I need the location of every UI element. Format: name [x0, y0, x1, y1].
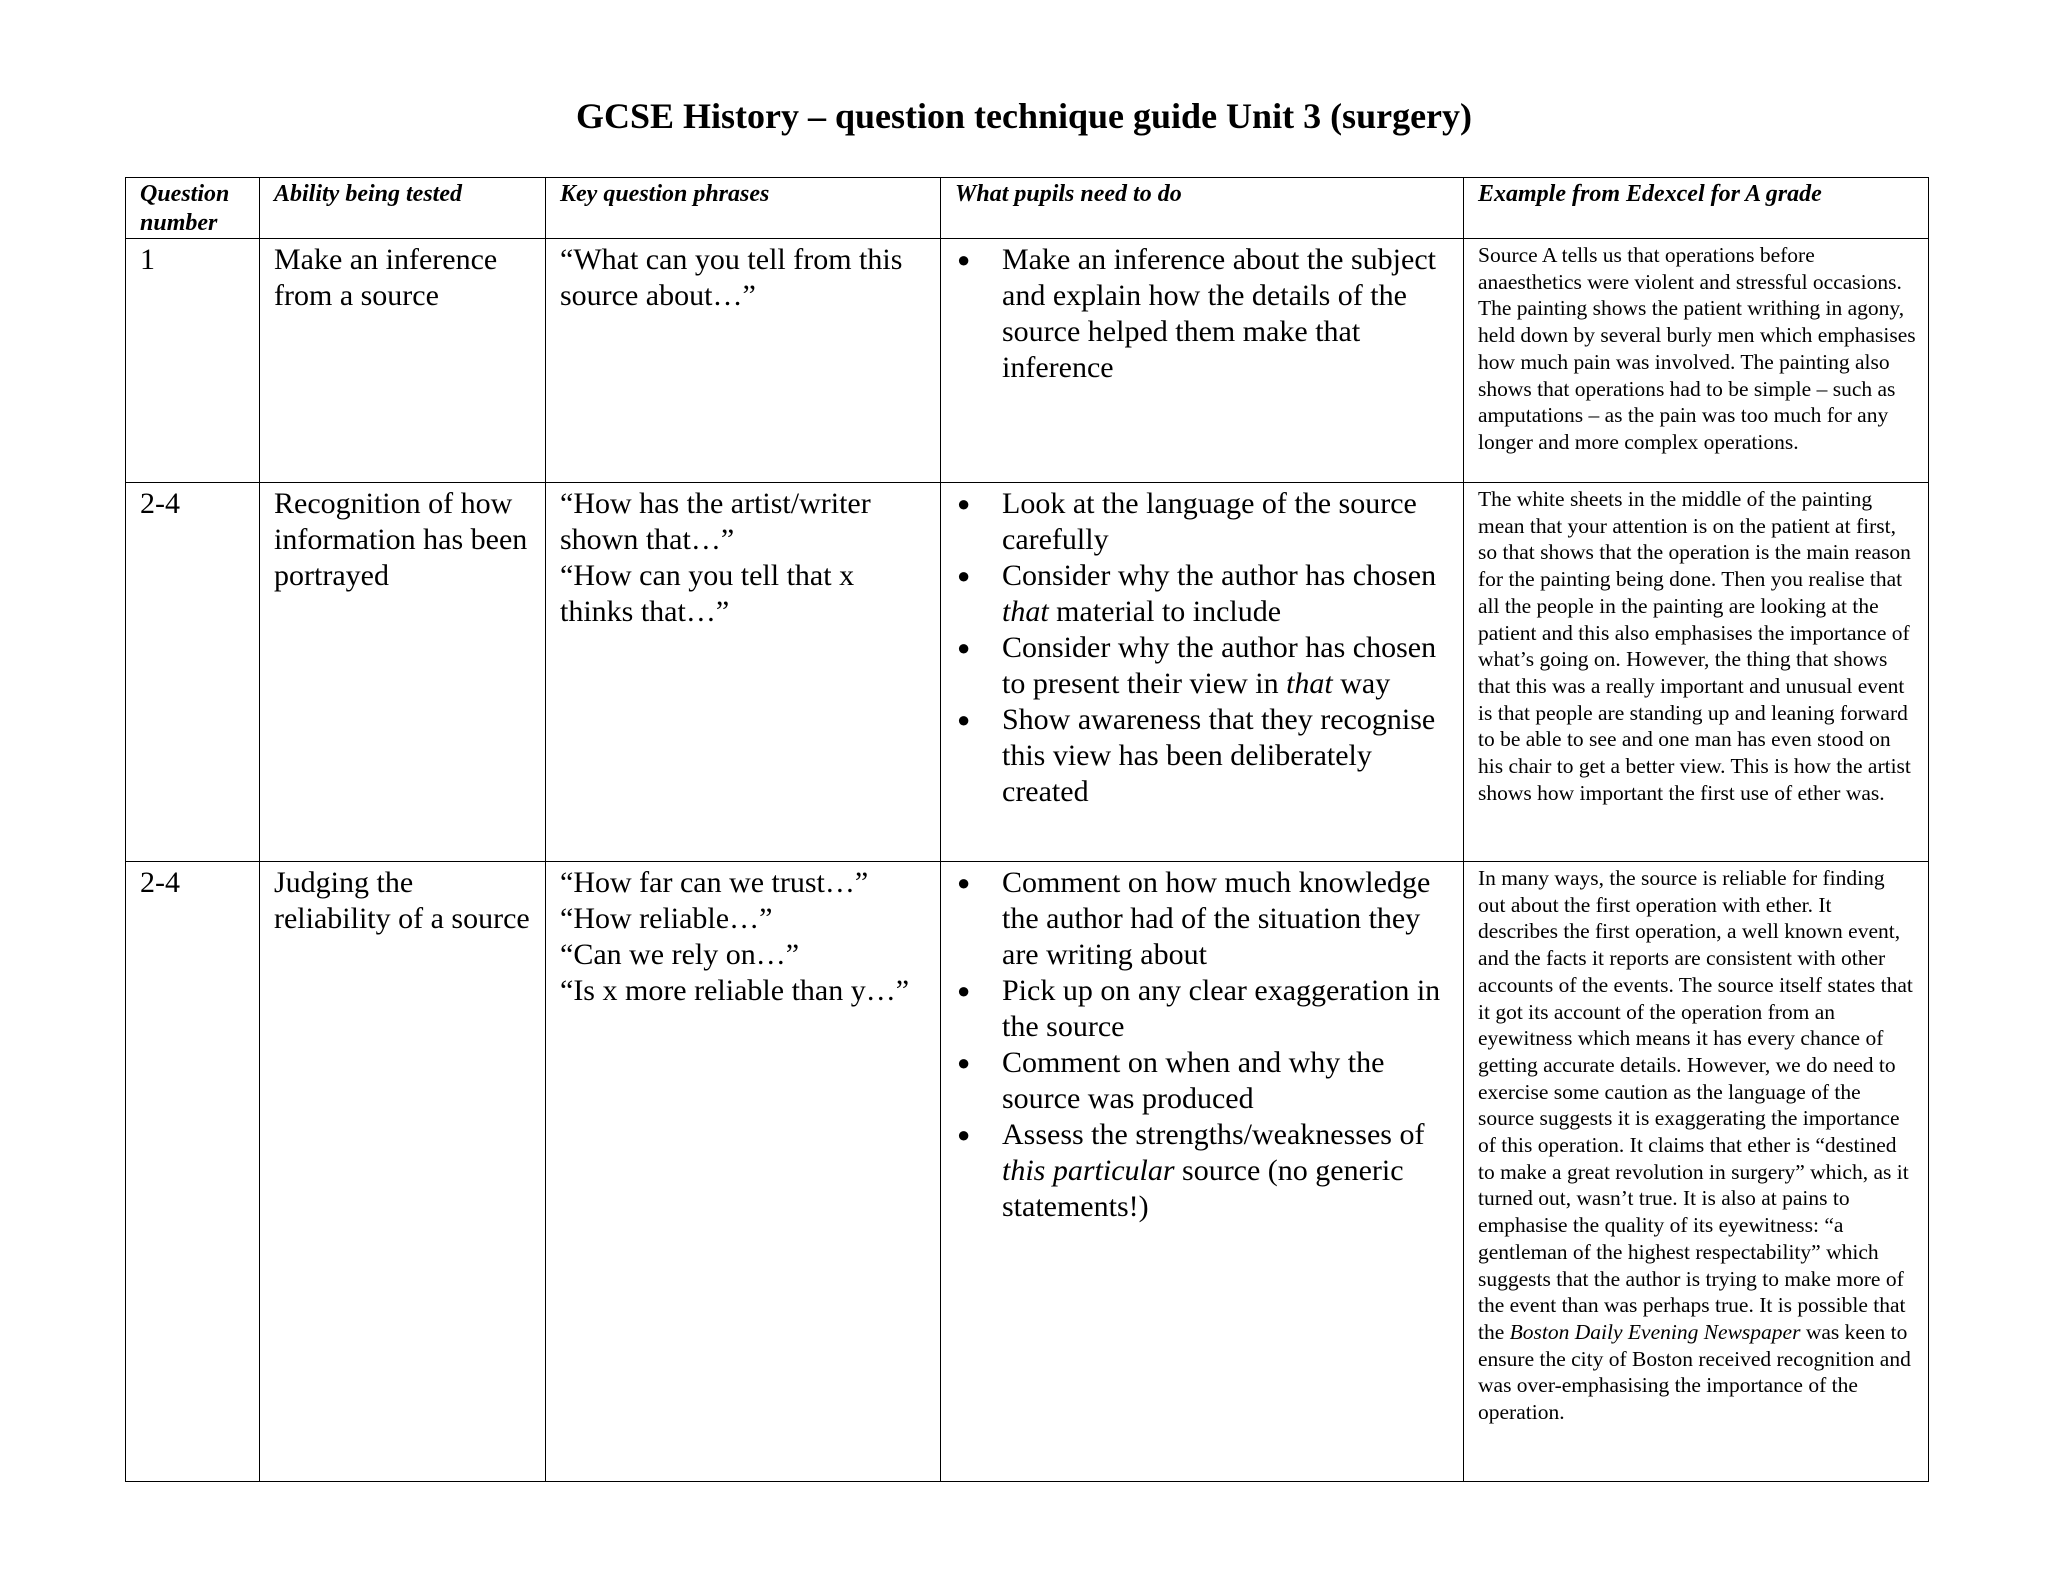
- table-row: [126, 862, 1929, 1482]
- ability-cell: Judging the reliability of a source: [260, 862, 546, 1482]
- table-row: [126, 239, 1929, 483]
- bullet-icon: ●: [957, 635, 971, 660]
- bullet-icon: ●: [957, 707, 971, 732]
- bullet-icon: ●: [957, 978, 971, 1003]
- table-row: [126, 483, 1929, 862]
- list-item: ● Look at the language of the source carefully: [957, 487, 1417, 556]
- bullet-icon: ●: [957, 870, 971, 895]
- bullet-icon: ●: [957, 563, 971, 588]
- example-cell: Source A tells us that operations before anaesthetics were violent and stressful occasions. The painting shows the patient writhing in agony, held down by several burly men which emphasises how much pain was involved. The painting also shows that operations had to be simple – such as amputations – as the pain was too much for any longer and more complex operations.: [1464, 239, 1929, 483]
- todo-cell: [941, 483, 1464, 862]
- header-todo: What pupils need to do: [941, 178, 1464, 239]
- phrases-cell: [546, 862, 941, 1482]
- phrase-line: “What can you tell from this source about…”: [560, 243, 903, 312]
- bullet-icon: ●: [957, 1122, 971, 1147]
- todo-cell: [941, 239, 1464, 483]
- phrase-line: “How reliable…”: [560, 902, 773, 935]
- todo-list: [955, 486, 1451, 810]
- header-row: [126, 178, 1929, 239]
- phrases-cell: [546, 483, 941, 862]
- bullet-icon: ●: [957, 247, 971, 272]
- todo-cell: [941, 862, 1464, 1482]
- todo-list: [955, 242, 1451, 386]
- example-cell: In many ways, the source is reliable for finding out about the first operation with ether. It describes the first operation, a well known event, and the facts it reports are consistent with other accounts of the events. The source itself states that it got its account of the operation from an eyewitness which means it has every chance of getting accurate details. However, we do need to exercise some caution as the language of the source suggests it is exaggerating the importance of this operation. It claims that ether is “destined to make a great revolution in surgery” which, as it turned out, wasn’t true. It is also at pains to emphasise the quality of its eyewitness: “a gentleman of the highest respectability” which suggests that the author is trying to make more of the event than was perhaps true. It is possible that the Boston Daily Evening Newspaper was keen to ensure the city of Boston received recognition and was over-emphasising the importance of the operation.: [1464, 862, 1929, 1482]
- header-ability: Ability being tested: [260, 178, 546, 239]
- header-example: Example from Edexcel for A grade: [1464, 178, 1929, 239]
- question-number-cell: 2-4: [126, 483, 260, 862]
- page-title: GCSE History – question technique guide Unit 3 (surgery): [575, 96, 1473, 136]
- list-item: ● Consider why the author has chosen that material to include: [957, 559, 1437, 628]
- bullet-icon: ●: [957, 1050, 971, 1075]
- list-item: ● Make an inference about the subject and explain how the details of the source helped them make that inference: [957, 243, 1436, 384]
- phrase-line: “How can you tell that x thinks that…”: [560, 559, 855, 628]
- list-item: ● Comment on when and why the source was produced: [957, 1046, 1385, 1115]
- phrase-line: “Can we rely on…”: [560, 938, 800, 971]
- ability-cell: Make an inference from a source: [260, 239, 546, 483]
- phrase-line: “How has the artist/writer shown that…”: [560, 487, 871, 556]
- list-item: ● Comment on how much knowledge the author had of the situation they are writing about: [957, 866, 1431, 971]
- list-item: ● Consider why the author has chosen to present their view in that way: [957, 631, 1437, 700]
- list-item: ● Assess the strengths/weaknesses of this particular source (no generic statements!): [957, 1118, 1425, 1223]
- bullet-icon: ●: [957, 491, 971, 516]
- example-cell: The white sheets in the middle of the painting mean that your attention is on the patient at first, so that shows that the operation is the main reason for the painting being done. Then you realise that all the people in the painting are looking at the patient and this also emphasises the importance of what’s going on. However, the thing that shows that this was a really important and unusual event is that people are standing up and leaning forward to be able to see and one man has even stood on his chair to get a better view. This is how the artist shows how important the first use of ether was.: [1464, 483, 1929, 862]
- header-question-number: Question number: [126, 178, 260, 239]
- phrase-line: “Is x more reliable than y…”: [560, 974, 910, 1007]
- list-item: ● Show awareness that they recognise this view has been deliberately created: [957, 703, 1436, 808]
- todo-list: [955, 865, 1451, 1225]
- header-phrases: Key question phrases: [546, 178, 941, 239]
- ability-cell: Recognition of how information has been portrayed: [260, 483, 546, 862]
- list-item: ● Pick up on any clear exaggeration in the source: [957, 974, 1441, 1043]
- question-number-cell: 1: [126, 239, 260, 483]
- phrase-line: “How far can we trust…”: [560, 866, 869, 899]
- question-number-cell: 2-4: [126, 862, 260, 1482]
- technique-table: [125, 177, 1929, 1482]
- phrases-cell: [546, 239, 941, 483]
